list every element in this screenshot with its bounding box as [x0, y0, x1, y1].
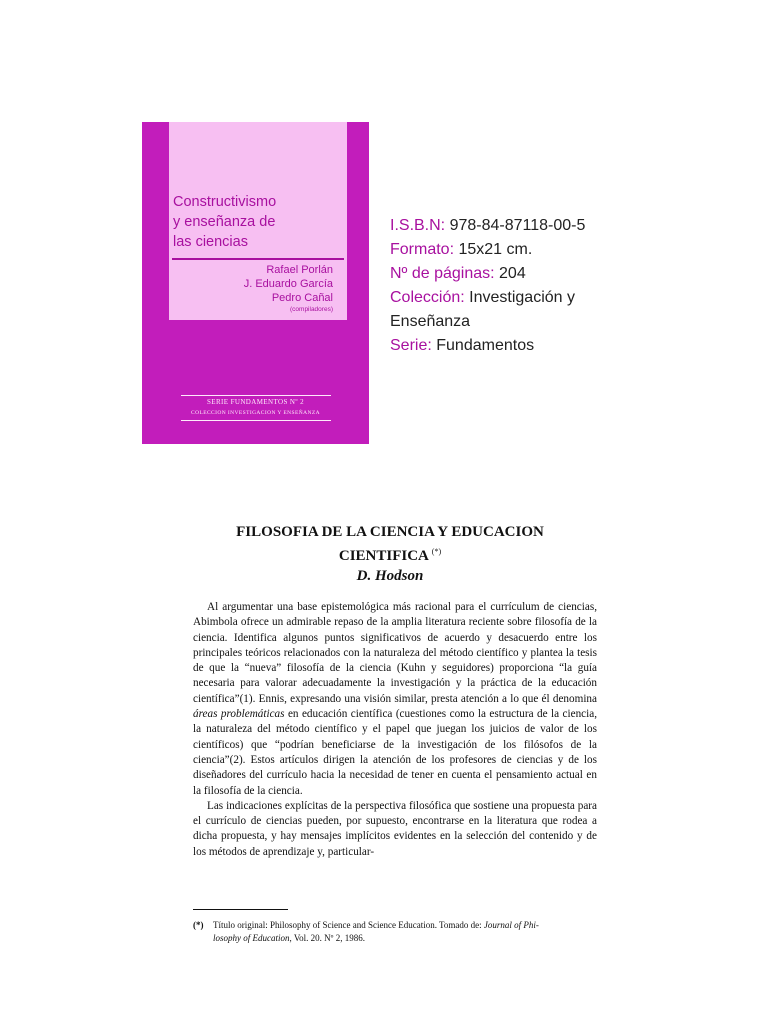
cover-series-rule-bottom [181, 420, 331, 421]
article-title-line-2-wrap [150, 542, 630, 566]
coleccion-label: Colección: [390, 289, 465, 306]
paginas-label: Nº de páginas: [390, 265, 495, 282]
isbn-label: I.S.B.N: [390, 217, 446, 234]
isbn-value: 978-84-87118-00-5 [449, 217, 586, 234]
cover-title-line-1: Constructivismo [173, 194, 277, 210]
footnote-text-b: , Vol. 20. Nº 2, 1986. [289, 933, 365, 943]
article-body [193, 600, 597, 860]
book-cover [142, 122, 369, 444]
paragraph-1-italic: áreas problemáticas [193, 708, 285, 721]
cover-series [142, 394, 369, 422]
cover-series-line-2: COLECCION INVESTIGACION Y ENSEÑANZA [191, 410, 320, 416]
cover-title [173, 192, 348, 252]
isbn-row [390, 214, 690, 238]
footnote [193, 919, 597, 945]
formato-value: 15x21 cm. [458, 241, 533, 258]
cover-title-panel [169, 122, 347, 320]
article-heading [150, 522, 630, 586]
coleccion-row [390, 286, 690, 310]
paginas-row [390, 262, 690, 286]
serie-row [390, 334, 690, 358]
footnote-continuation [193, 932, 597, 945]
article-title-line-1: FILOSOFIA DE LA CIENCIA Y EDUCACION [236, 524, 544, 540]
article-author: D. Hodson [356, 568, 424, 584]
coleccion-value-1: Investigación y [469, 289, 575, 306]
cover-author-3: Pedro Cañal [271, 292, 333, 304]
formato-row [390, 238, 690, 262]
article-title-line-2: CIENTIFICA [338, 548, 429, 564]
cover-author-2: J. Eduardo García [243, 278, 333, 290]
paginas-value: 204 [499, 265, 526, 282]
article-title-footnote-mark: (*) [431, 547, 442, 556]
paragraph-1 [193, 600, 597, 799]
serie-label: Serie: [390, 337, 432, 354]
paragraph-1-part-a: Al argumentar una base epistemológica más racional para el currículum de ciencias, Abimbola ofrece un admirable repaso de la amplia literatura reciente sobre filosofía de la ciencia. Identifica algunos puntos significativos de acuerdo y desacuerdo entre los principales teóricos relacionados con la naturaleza del método científico y plantea la tesis de que la “nueva” filosofía de la ciencia (Kuhn y seguidores) proporciona “la guía necesaria para valorar adecuadamente la investigación y la práctica de la educación científica”(1). Ennis, expresando una visión similar, presta atención a lo que él denomina [193, 601, 597, 705]
cover-compiladores: (compiladores) [290, 306, 333, 313]
cover-divider [172, 258, 344, 260]
paragraph-1-part-b: en educación científica (cuestiones como la estructura de la ciencia, la naturaleza del método científico y el papel que juegan los juicios de valor de los científicos) que “podrían beneficiarse de la investigación de los filósofos de la ciencia”(2). Estos artículos dirigen la atención de los profesores de ciencias y de los diseñadores del currículo hacia la necesidad de tener en cuenta el pensamiento actual en la filosofía de la ciencia. [193, 708, 598, 797]
cover-title-line-3: las ciencias [173, 234, 248, 250]
paragraph-2: Las indicaciones explícitas de la perspectiva filosófica que sostiene una propuesta para el currículo de ciencias pueden, por supuesto, encontrarse en la literatura que rodea a dicha propuesta, y hay mensajes implícitos evidentes en la selección del contenido y de los métodos de aprendizaje y, particular- [193, 799, 597, 858]
footnote-mark: (*) [193, 920, 204, 930]
cover-author-1: Rafael Porlán [266, 264, 333, 276]
cover-series-rule-top [181, 395, 331, 396]
serie-value: Fundamentos [436, 337, 535, 354]
cover-authors [244, 263, 333, 314]
coleccion-value-2: Enseñanza [390, 313, 471, 330]
footnote-text-a: Título original: Philosophy of Science and Science Education. Tomado de: [213, 920, 484, 930]
cover-title-line-2: y enseñanza de [173, 214, 276, 230]
cover-series-line-1: SERIE FUNDAMENTOS Nº 2 [207, 398, 304, 406]
book-info [390, 214, 690, 358]
formato-label: Formato: [390, 241, 455, 258]
footnote-italic-1: Journal of Phi- [483, 920, 539, 930]
footnote-italic-2: losophy of Education [213, 933, 290, 943]
footnote-divider [193, 909, 288, 910]
coleccion-row-cont [390, 310, 690, 334]
